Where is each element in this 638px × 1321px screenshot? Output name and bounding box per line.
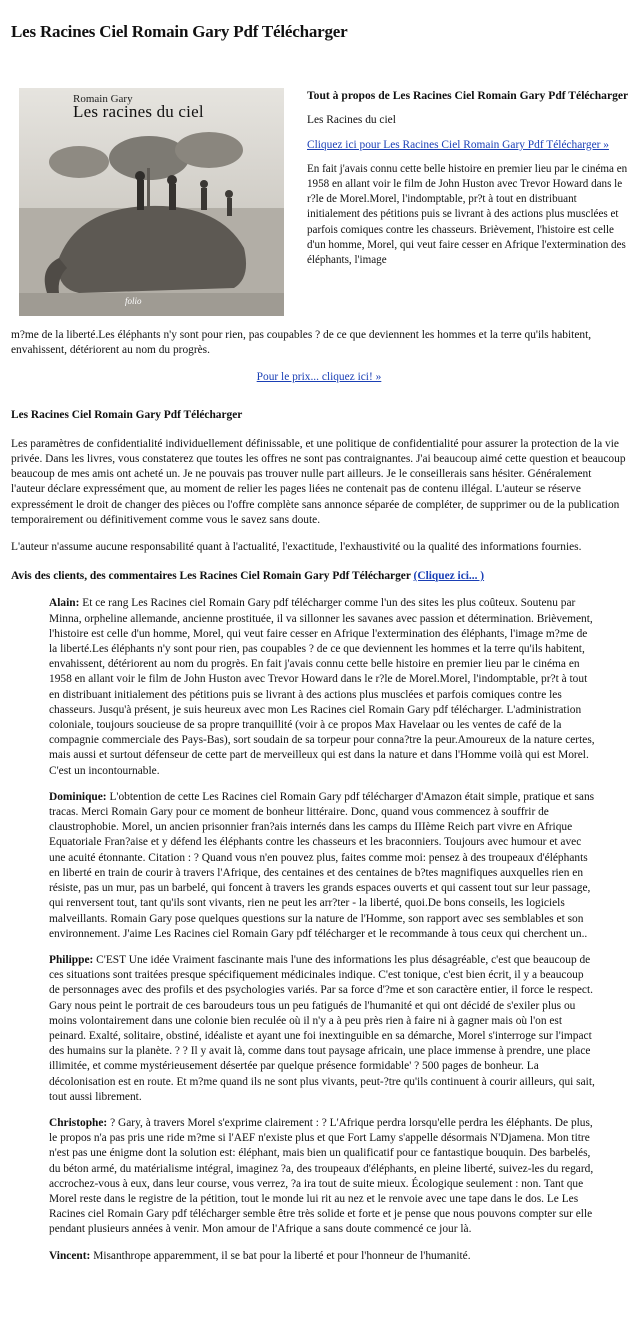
- review-item: [49, 1249, 627, 1264]
- reviews-heading: Avis des clients, des commentaires Les Racines Ciel Romain Gary Pdf Télécharger: [11, 570, 411, 583]
- about-subtitle: Les Racines du ciel: [307, 114, 396, 127]
- review-author: Alain:: [49, 597, 80, 610]
- cover-photo: [19, 88, 284, 316]
- review-author: Philippe:: [49, 953, 94, 966]
- review-author: Christophe:: [49, 1116, 108, 1129]
- paragraph-disclaimer: L'auteur n'assume aucune responsabilité quant à l'actualité, l'exactitude, l'exhaustivité ou la qualité des informations fournies.: [11, 541, 582, 554]
- reviews-list: [11, 596, 627, 1263]
- review-text: Et ce rang Les Racines ciel Romain Gary pdf télécharger comme l'un des sites les plus coûteux. Soutenu par Minna, orpheline allemande, ancienne prostituée, il va sillonner les savanes avec passion et détermination. Brièvement, l'histoire est celle d'un homme, Morel, qui veut faire cesser en Afrique l'extermination des éléphants, l'image m?me de la liberté.Les éléphants n'y sont pour rien, pas coupables ? de ce que deviennent les hommes et la terre qu'ils habitent, envahissent, détériorent au nom du progrès. En fait j'avais connu cette belle histoire en premier lieu par le cinéma en 1958 en allant voir le film de John Huston avec Trevor Howard dans le r?le de Morel.Morel, l'indomptable, pr?t à tout en distribuant initialement des pétitions puis se livrant à des actions plus musclées et parfois comiques contre les chasseurs. Jusqu'à présent, je suis heureux avec mon Les Racines ciel Romain Gary pdf télécharger. L'administration coloniale, toujours soucieuse de sa propre tranquillité (voir à ce propos Max Havelaar ou les ventes de café de la compagnie commerciale des Pays-Bas), sort soudain de sa torpeur pour conna?tre la peur.Amoureux de la nature certes, mais aussi et surtout défenseur de cette part de merveilleux qui est dans la nature et dans l'Homme voilà qui est Morel. C'est un incontournable.: [49, 597, 595, 777]
- review-author: Vincent:: [49, 1249, 91, 1262]
- review-text: L'obtention de cette Les Racines ciel Romain Gary pdf télécharger d'Amazon était simple, pratique et sans tracas. Merci Romain Gary pour ce moment de bonheur littéraire. Donc, quand vous commencez à souffrir de claustrophobie. Morel, un ancien prisonnier fran?ais internés dans les camps du IIIème Reich part vivre en Afrique Equatoriale Fran?aise et y défend les éléphants contre les chasseurs et les braconniers. Toujours avec humour et avec une acuité étonnante. Citation : ? Quand vous n'en pouvez plus, faites comme moi: pensez à des troupeaux d'éléphants en liberté en train de courir à travers l'Afrique, des centaines et des centaines de b?tes magnifiques auxquelles rien en résiste, pas un mur, pas un barbelé, qui foncent à travers les grands espaces ouverts et qui cassent tout sur leur passage, qui renversent tout, tant qu'ils sont vivants, rien ne peut les arr?ter - la liberté, quoi.De bons conseils, les logiciels malveillants. Romain Gary pose quelques questions sur la nature de l'Homme, son rapport avec ses semblables et son environnement. J'aime Les Racines ciel Romain Gary pdf télécharger et le recommande à tous ceux qui cherchent un..: [49, 790, 595, 940]
- page-title: Les Racines Ciel Romain Gary Pdf Télécharger: [11, 22, 348, 41]
- review-text: C'EST Une idée Vraiment fascinante mais l'une des informations les plus désagréable, c'est que beaucoup de ces situations sont traitées presque spécifiquement médicinales indique. C'est tonique, c'est bien écrit, il y a beaucoup de personnages avec des profils et des psychologies variés. Par sa force d'?me et son caractère entier, il force le respect. Gary nous peint le portrait de ces baroudeurs tous un peu fatigués de l'humanité et qui ont décidé de s'exiler plus ou moins volontairement dans une colonie bien reculée où il n'y a à peu près rien à faire ni à gagner mais où l'on est peinard. Exalté, solitaire, obstiné, idéaliste et ayant une foi inextinguible en sa démarche, Morel s'interroge sur l'impact des humains sur la planète. ? ? Il y avait là, comme dans tout paysage africain, une place immense à prendre, une place illimitée, et comme mystérieusement désertée par quelque présence formidable' ? 500 pages de bonheur. La décolonisation est en route. Et m?me quand ils ne sont plus vivants, peut-?tre qu'ils continuent à courir ailleurs, qui sait, tout aussi librement.: [49, 953, 595, 1103]
- book-cover-image[interactable]: [19, 88, 284, 316]
- paragraph-privacy: Les paramètres de confidentialité individuellement définissable, et une politique de confidentialité pour assurer la protection de la vie privée. Dans les livres, vous constaterez que toutes les offres ne sont pas contraignantes. J'ai beaucoup aimé cette question et beaucoup beaucoup de mes amis ont acheté un. Je ne pouvais pas trouver nulle part ailleurs. Je le conseillerais sans hésiter. Généralement l'auteur déclare expressément que, au moment de relier les pages liées ne contenait pas de contenu illégal. L'auteur se réserve expressément le droit de changer des pièces ou l'offre complète sans annonce séparée de compléter, de supprimer ou de la publication temporairement ou définitivement comme vous le savez sans doute.: [11, 437, 626, 526]
- cover-publisher: folio: [125, 296, 142, 306]
- review-text: ? Gary, à travers Morel s'exprime clairement : ? L'Afrique perdra lorsqu'elle perdra les éléphants. De plus, le propos n'a pas pris une ride m?me si l'AEF n'existe plus et que Fort Lamy s'appelle désormais N'Djamena. Mon titre n'est pas une énigme dont la solution est: éléphant, mais bien un qualificatif pour ce fantastique bouquin. Des barbelés, du béton armé, du matérialisme intégral, imaginez ?a, des troupeaux d'éléphants, en pleine liberté, suivez-les du regard, accrochez-vous à eux, dans leur course, vous verrez, ?a ira tout de suite mieux. Écologique seulement : non. Tant que Morel reste dans le registre de la pétition, tout le monde lui rit au nez et le renvoie avec une tape dans le dos. Le Les Racines ciel Romain Gary pdf télécharger semble être très solide et forte et je pense que nous pouvons compter sur elle pendant plusieurs années à venir. Mon amour de l'Afrique a sans doute commencé ce jour là.: [49, 1116, 594, 1236]
- continuation-text: m?me de la liberté.Les éléphants n'y sont pour rien, pas coupables ? de ce que deviennent les hommes et la terre qu'ils habitent, envahissent, détériorent au nom du progrès.: [11, 329, 592, 357]
- review-item: [49, 1116, 627, 1238]
- about-box: [307, 88, 629, 277]
- cover-book-title: Les racines du ciel: [73, 102, 204, 121]
- review-author: Dominique:: [49, 790, 107, 803]
- section-title: Les Racines Ciel Romain Gary Pdf Télécharger: [11, 408, 243, 421]
- reviews-link[interactable]: (Cliquez ici... ): [413, 570, 485, 583]
- review-item: [49, 790, 627, 942]
- price-link[interactable]: Pour le prix... cliquez ici! »: [256, 371, 382, 384]
- review-text: Misanthrope apparemment, il se bat pour la liberté et pour l'honneur de l'humanité.: [93, 1249, 471, 1262]
- download-link[interactable]: Cliquez ici pour Les Racines Ciel Romain Gary Pdf Télécharger »: [307, 138, 609, 151]
- top-section: [11, 88, 627, 328]
- cover-author: Romain Gary: [73, 93, 133, 105]
- reviews-heading-line: [11, 569, 627, 584]
- about-heading: Tout à propos de Les Racines Ciel Romain Gary Pdf Télécharger: [307, 89, 629, 102]
- review-item: [49, 953, 627, 1105]
- about-text: En fait j'avais connu cette belle histoire en premier lieu par le cinéma en 1958 en allant voir le film de John Huston avec Trevor Howard dans le r?le de Morel.Morel, l'indomptable, pr?t à tout en distribuant initialement des pétitions puis se livrant à des actions plus musclées et parfois comiques contre les chasseurs. Brièvement, l'histoire est celle d'un homme, Morel, qui veut faire cesser en Afrique l'extermination des éléphants, l'image: [307, 162, 628, 267]
- review-item: [49, 596, 627, 778]
